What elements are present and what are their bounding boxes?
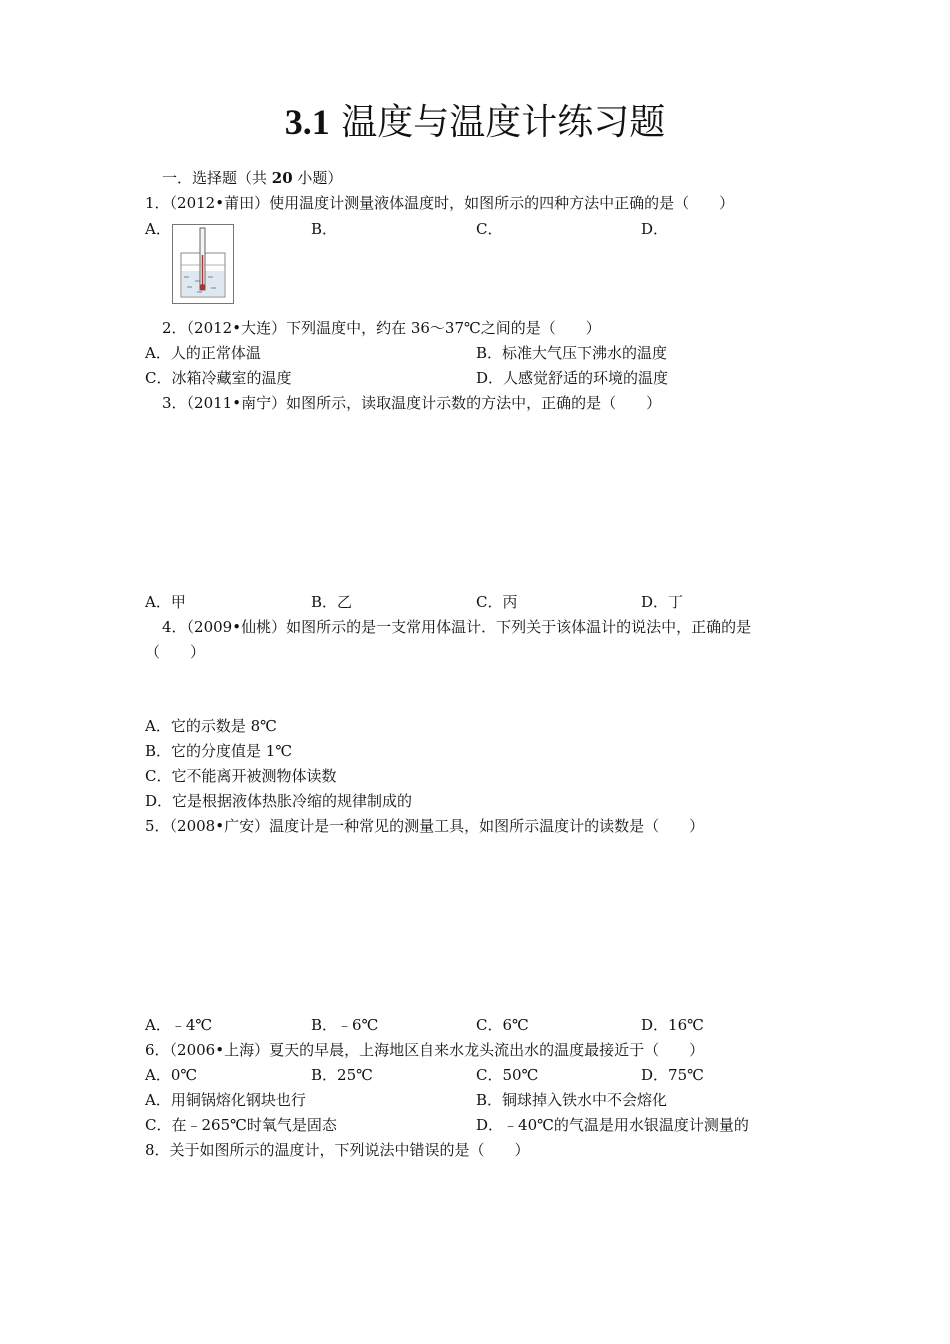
section-count: 20 bbox=[271, 169, 293, 187]
q4-option-a: A．它的示数是 8℃ bbox=[145, 717, 277, 735]
section-heading bbox=[162, 168, 342, 188]
q7-option-d: D．﹣40℃的气温是用水银温度计测量的 bbox=[476, 1116, 749, 1134]
q4-option-b: B．它的分度值是 1℃ bbox=[145, 742, 293, 760]
q4-stem-cont: （ ） bbox=[145, 643, 206, 661]
q7-option-b: B．铜球掉入铁水中不会熔化 bbox=[476, 1091, 668, 1109]
q1-option-c: C． bbox=[476, 220, 503, 238]
q3-option-a: A．甲 bbox=[145, 593, 186, 611]
q3-option-d: D．丁 bbox=[641, 593, 684, 611]
q8-stem: 8．关于如图所示的温度计，下列说法中错误的是（ ） bbox=[145, 1141, 530, 1159]
q1-stem: 1．（2012•莆田）使用温度计测量液体温度时，如图所示的四种方法中正确的是（ ） bbox=[145, 194, 735, 212]
q6-option-d: D．75℃ bbox=[641, 1066, 704, 1084]
q2-option-a: A．人的正常体温 bbox=[145, 344, 261, 362]
q1-option-a: A． bbox=[145, 220, 171, 238]
q7-option-c: C．在﹣265℃时氧气是固态 bbox=[145, 1116, 337, 1134]
q5-option-c: C．6℃ bbox=[476, 1016, 529, 1034]
q2-option-d: D．人感觉舒适的环境的温度 bbox=[476, 369, 669, 387]
title-text: 温度与温度计练习题 bbox=[341, 102, 666, 143]
q3-option-b: B．乙 bbox=[311, 593, 353, 611]
q3-stem: 3．（2011•南宁）如图所示，读取温度计示数的方法中，正确的是（ ） bbox=[162, 394, 662, 412]
q4-option-d: D．它是根据液体热胀冷缩的规律制成的 bbox=[145, 792, 413, 810]
section-prefix: 一．选择题（共 bbox=[162, 169, 272, 187]
q3-option-c: C．丙 bbox=[476, 593, 518, 611]
q4-stem: 4．（2009•仙桃）如图所示的是一支常用体温计．下列关于该体温计的说法中，正确的是 bbox=[162, 618, 752, 636]
q6-option-a: A．0℃ bbox=[145, 1066, 198, 1084]
q2-option-b: B．标准大气压下沸水的温度 bbox=[476, 344, 668, 362]
q4-option-c: C．它不能离开被测物体读数 bbox=[145, 767, 337, 785]
beaker-thermometer-icon bbox=[173, 225, 233, 303]
page-title bbox=[0, 98, 950, 147]
q2-stem: 2．（2012•大连）下列温度中，约在 36～37℃之间的是（ ） bbox=[162, 319, 601, 337]
q6-stem: 6．（2006•上海）夏天的早晨，上海地区自来水龙头流出水的温度最接近于（ ） bbox=[145, 1041, 705, 1059]
q6-option-b: B．25℃ bbox=[311, 1066, 373, 1084]
q5-option-d: D．16℃ bbox=[641, 1016, 704, 1034]
q5-option-a: A．﹣4℃ bbox=[145, 1016, 213, 1034]
title-number: 3.1 bbox=[284, 102, 330, 142]
section-suffix: 小题） bbox=[292, 169, 343, 187]
q5-stem: 5．（2008•广安）温度计是一种常见的测量工具，如图所示温度计的读数是（ ） bbox=[145, 817, 705, 835]
thermometer-beaker-figure bbox=[172, 224, 234, 304]
q2-option-c: C．冰箱冷藏室的温度 bbox=[145, 369, 292, 387]
q7-option-a: A．用铜锅熔化钢块也行 bbox=[145, 1091, 306, 1109]
q1-option-b: B． bbox=[311, 220, 338, 238]
q6-option-c: C．50℃ bbox=[476, 1066, 539, 1084]
q1-option-d: D． bbox=[641, 220, 669, 238]
q5-option-b: B．﹣6℃ bbox=[311, 1016, 379, 1034]
